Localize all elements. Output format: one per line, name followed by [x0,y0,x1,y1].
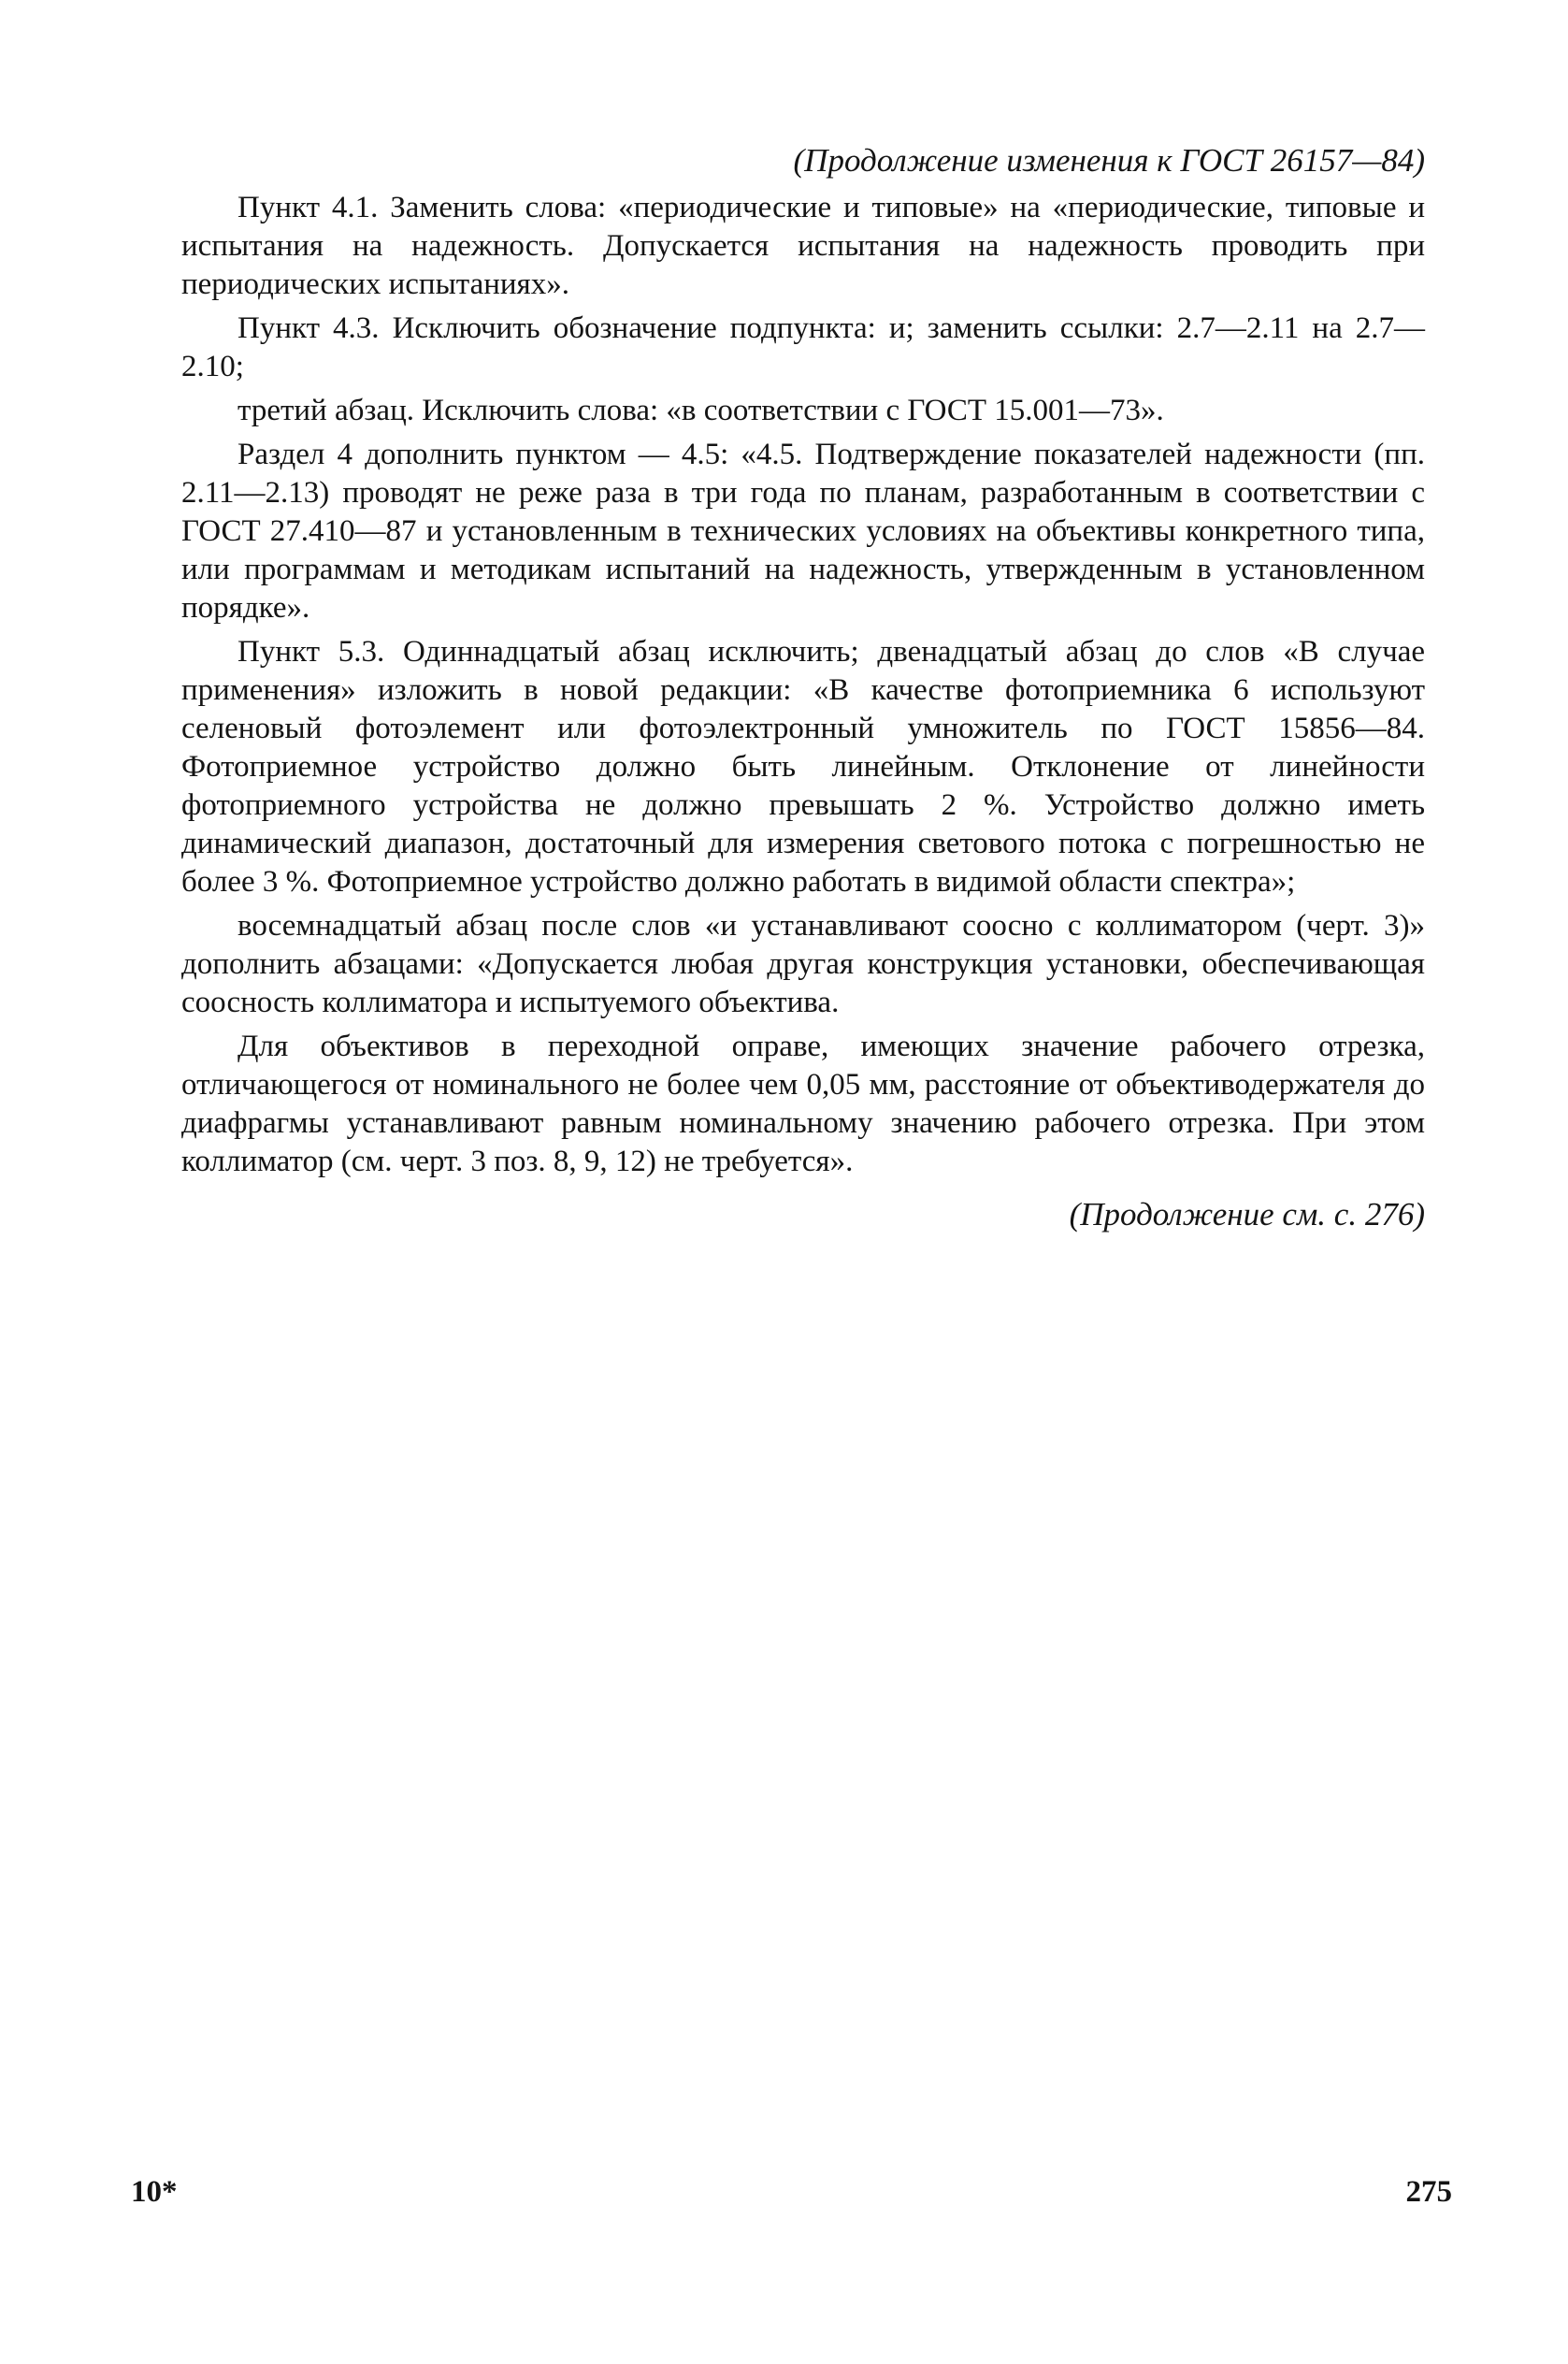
continuation-header: (Продолжение изменения к ГОСТ 26157—84) [793,142,1425,179]
paragraph-clause-5-3: Пункт 5.3. Одиннадцатый абзац исключить; двенадцатый абзац до слов «В случае применения» изложить в новой редакции: «В качестве фотоприемника 6 используют селеновый фотоэлемент или фотоэлектронный умножитель по ГОСТ 15856—84. Фотоприемное устройство должно быть линейным. Отклонение от линейности фотоприемного устройства не должно превышать 2 %. Устройство должно иметь динамический диапазон, достаточный для измерения светового потока с погрешностью не более 3 %. Фотоприемное устройство должно работать в видимой области спектра»; [181,635,1425,899]
paragraph-section-4-5: Раздел 4 дополнить пунктом — 4.5: «4.5. Подтверждение показателей надежности (пп. 2.11—2.13) проводят не реже раза в три года по планам, разработанным в соответствии с ГОСТ 27.410—87 и установленным в технических условиях на объективы конкретного типа, или программам и методикам испытаний на надежность, утвержденным в установленном порядке». [181,438,1425,625]
page-number: 275 [1405,2175,1452,2209]
paragraph-clause-4-1: Пункт 4.1. Заменить слова: «периодические и типовые» на «периодические, типовые и испытания на надежность. Допускается испытания на надежность проводить при периодических испытаниях». [181,191,1425,301]
footer-signature-mark: 10* [131,2175,178,2209]
continuation-note: (Продолжение см. с. 276) [1069,1196,1425,1232]
paragraph-third-abzac: третий абзац. Исключить слова: «в соответствии с ГОСТ 15.001—73». [237,394,1164,427]
page-content [181,140,1425,1235]
paragraph-eighteenth-abzac: восемнадцатый абзац после слов «и устанавливают соосно с коллиматором (черт. 3)» дополнить абзацами: «Допускается любая другая конструкция установки, обеспечивающая соосность коллиматора и испытуемого объектива. [181,909,1425,1019]
paragraph-adapter-mount: Для объективов в переходной оправе, имеющих значение рабочего отрезка, отличающегося от номинального не более чем 0,05 мм, расстояние от объективодержателя до диафрагмы устанавливают равным номинальному значению рабочего отрезка. При этом коллиматор (см. черт. 3 поз. 8, 9, 12) не требуется». [181,1030,1425,1178]
paragraph-clause-4-3: Пункт 4.3. Исключить обозначение подпункта: и; заменить ссылки: 2.7—2.11 на 2.7—2.10; [181,311,1425,383]
